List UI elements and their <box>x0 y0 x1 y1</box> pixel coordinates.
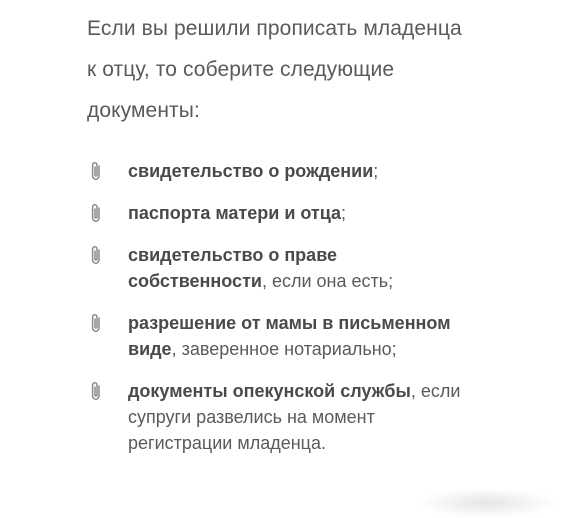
intro-line-2: к отцу, то соберите следующие <box>87 58 395 81</box>
paperclip-icon <box>89 312 103 334</box>
document-name: паспорта матери и отца <box>128 203 342 223</box>
document-note: , если <box>410 381 461 401</box>
document-list <box>87 158 527 472</box>
intro-paragraph <box>87 8 557 131</box>
list-item <box>87 242 527 294</box>
list-item <box>87 378 527 456</box>
list-item <box>87 200 527 226</box>
article-content <box>87 8 557 453</box>
document-name: документы опекунской службы <box>128 381 411 401</box>
intro-line-1: Если вы решили прописать младенца <box>87 17 462 40</box>
document-name-line-2: виде <box>128 339 172 359</box>
document-note-line-2: супруги развелись на момент <box>128 407 375 427</box>
document-note: , если она есть; <box>261 271 394 291</box>
paperclip-icon <box>89 380 103 402</box>
intro-line-3: документы: <box>87 99 200 122</box>
list-item <box>87 158 527 184</box>
document-note-line-3: регистрации младенца. <box>128 433 326 453</box>
paperclip-icon <box>89 160 103 182</box>
document-name-line-1: разрешение от мамы в письменном <box>128 313 451 333</box>
document-name: свидетельство о рождении <box>128 161 374 181</box>
document-note: ; <box>373 161 379 181</box>
document-note: ; <box>341 203 347 223</box>
decorative-shadow <box>417 488 557 518</box>
list-item <box>87 310 527 362</box>
document-note: , заверенное нотариально; <box>171 339 397 359</box>
document-name-line-2: собственности <box>128 271 262 291</box>
paperclip-icon <box>89 202 103 224</box>
paperclip-icon <box>89 244 103 266</box>
document-name-line-1: свидетельство о праве <box>128 245 338 265</box>
